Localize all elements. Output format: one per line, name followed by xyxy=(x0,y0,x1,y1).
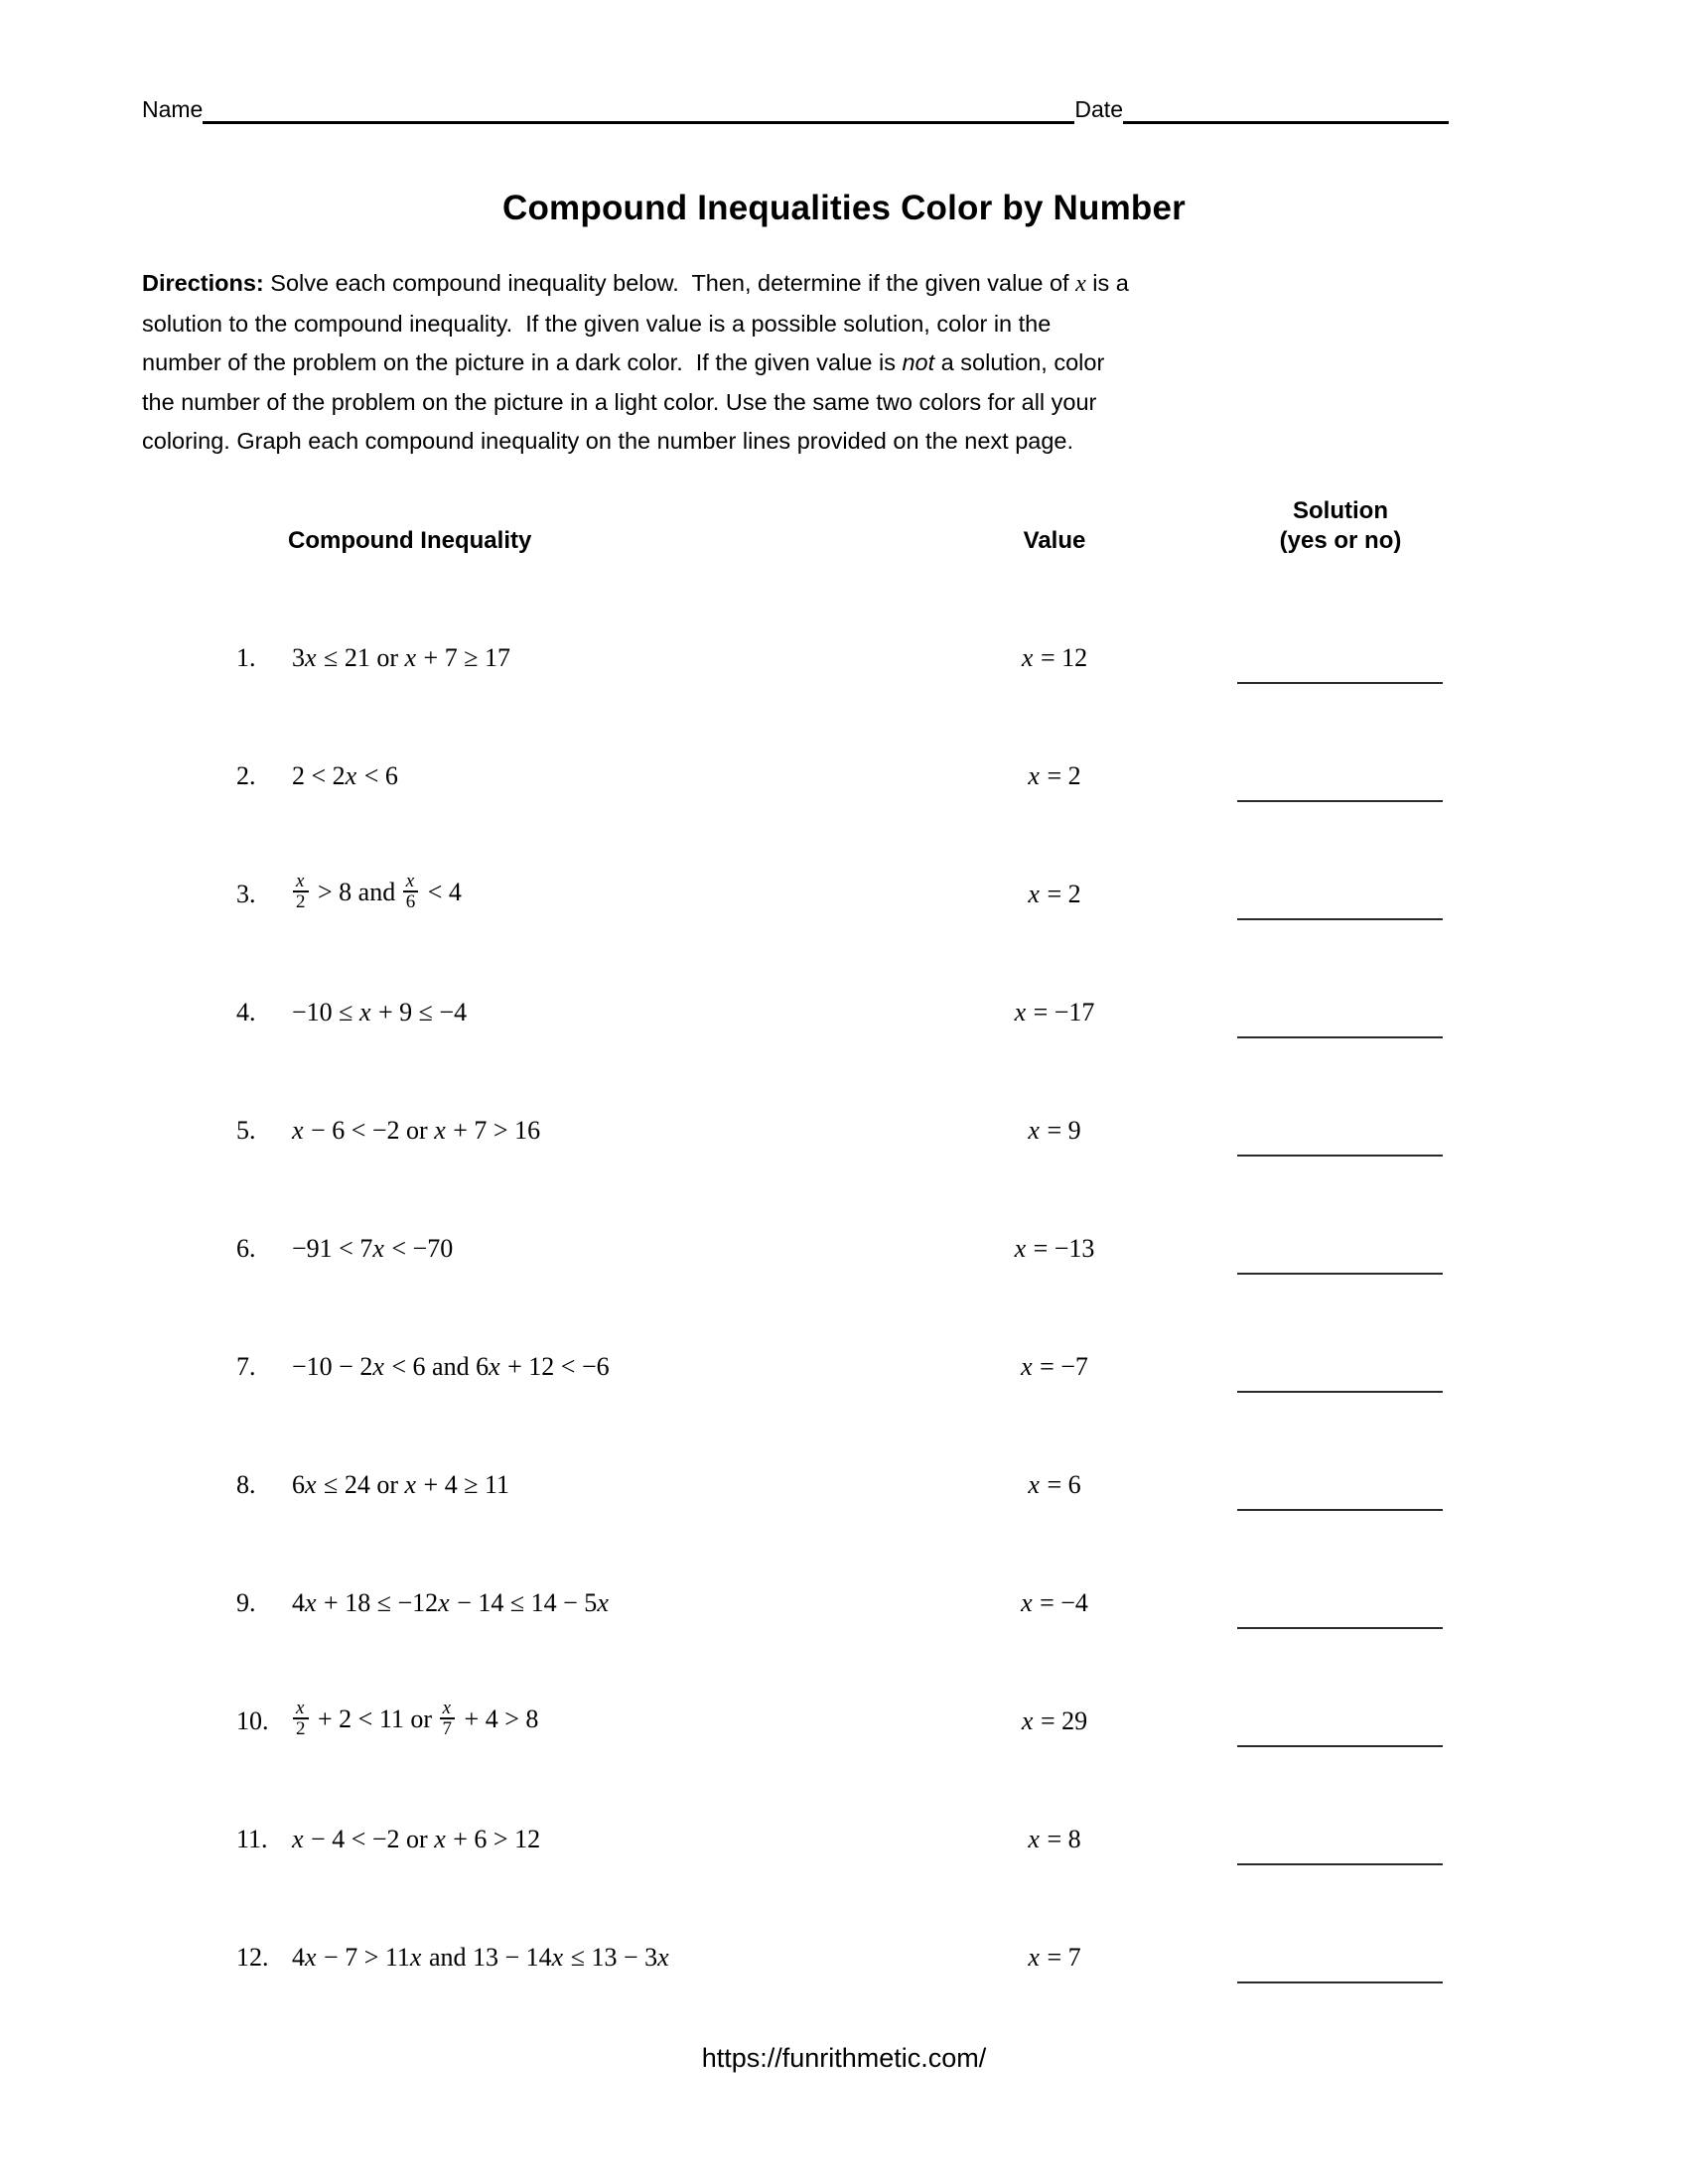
problem-inequality: $\frac{x}{2}$ + 2 < 11 or $\frac{x}{7}$ + 4 > 8 xyxy=(292,1699,538,1744)
problem-row xyxy=(142,835,1449,953)
problem-value: x = 7 xyxy=(1028,1942,1081,1972)
problem-value: x = 2 xyxy=(1028,760,1081,790)
problems-list xyxy=(142,599,1449,2016)
solution-blank-line xyxy=(1237,1981,1443,1983)
problem-value: x = −17 xyxy=(1014,997,1095,1026)
fraction: $\frac{x}{2}$ xyxy=(293,1699,309,1740)
name-blank-line xyxy=(203,91,1074,124)
solution-blank-line xyxy=(1237,1863,1443,1865)
problem-row xyxy=(142,1426,1449,1544)
fraction: $\frac{x}{6}$ xyxy=(403,872,419,913)
footer-url: https://funrithmetic.com/ xyxy=(701,2043,987,2073)
problem-value: x = 9 xyxy=(1028,1115,1081,1145)
problem-inequality: x − 4 < −2 or x + 6 > 12 xyxy=(292,1824,541,1853)
problem-inequality: −10 ≤ x + 9 ≤ −4 xyxy=(292,997,468,1026)
directions-line: number of the problem on the picture in a dark color. If the given value is not a solution, color xyxy=(142,349,1105,375)
problem-inequality: −10 − 2x < 6 and 6x + 12 < −6 xyxy=(292,1351,610,1381)
problem-value: x = 2 xyxy=(1028,879,1081,908)
problem-row xyxy=(142,1662,1449,1780)
problem-inequality: −91 < 7x < −70 xyxy=(292,1233,454,1263)
problem-inequality: 2 < 2x < 6 xyxy=(292,760,398,790)
problem-row xyxy=(142,1898,1449,2016)
date-blank-line xyxy=(1123,91,1449,124)
solution-blank-line xyxy=(1237,1745,1443,1747)
problem-number: 5. xyxy=(236,1115,256,1145)
directions-line: Directions: Solve each compound inequality below. Then, determine if the given value of x is a xyxy=(142,270,1129,297)
problem-row xyxy=(142,717,1449,835)
problem-inequality: 3x ≤ 21 or x + 7 ≥ 17 xyxy=(292,642,510,672)
problem-number: 2. xyxy=(236,760,256,790)
problem-number: 10. xyxy=(236,1706,269,1735)
problem-number: 9. xyxy=(236,1587,256,1617)
solution-blank-line xyxy=(1237,918,1443,920)
directions-line: the number of the problem on the picture in a light color. Use the same two colors for all your xyxy=(142,388,1097,415)
problem-number: 1. xyxy=(236,642,256,672)
directions-line: coloring. Graph each compound inequality on the number lines provided on the next page. xyxy=(142,428,1074,454)
problem-row xyxy=(142,953,1449,1071)
table-header xyxy=(142,473,1449,556)
problem-inequality: x − 6 < −2 or x + 7 > 16 xyxy=(292,1115,541,1145)
problem-number: 11. xyxy=(236,1824,268,1853)
solution-blank-line xyxy=(1237,1509,1443,1511)
problem-value: x = 29 xyxy=(1021,1706,1088,1735)
problem-row xyxy=(142,1189,1449,1307)
column-header-inequality: Compound Inequality xyxy=(288,527,532,554)
page-title: Compound Inequalities Color by Number xyxy=(502,189,1186,227)
problem-number: 7. xyxy=(236,1351,256,1381)
column-header-value: Value xyxy=(1023,527,1086,554)
problem-value: x = −13 xyxy=(1014,1233,1095,1263)
problem-value: x = −7 xyxy=(1021,1351,1088,1381)
problem-number: 8. xyxy=(236,1469,256,1499)
directions-line: solution to the compound inequality. If the given value is a possible solution, color in the xyxy=(142,310,1052,337)
fraction: $\frac{x}{7}$ xyxy=(440,1699,456,1740)
name-date-row xyxy=(142,91,1449,124)
column-header-solution xyxy=(1236,496,1445,556)
column-header-solution-line2: (yes or no) xyxy=(1279,527,1402,554)
problem-row xyxy=(142,1307,1449,1426)
solution-blank-line xyxy=(1237,682,1443,684)
problem-number: 6. xyxy=(236,1233,256,1263)
problem-inequality: $\frac{x}{2}$ > 8 and $\frac{x}{6}$ < 4 xyxy=(292,872,462,917)
problem-number: 3. xyxy=(236,879,256,908)
column-header-solution-line1: Solution xyxy=(1293,497,1388,524)
problem-inequality: 6x ≤ 24 or x + 4 ≥ 11 xyxy=(292,1469,509,1499)
problem-number: 12. xyxy=(236,1942,269,1972)
date-label: Date xyxy=(1074,96,1123,122)
problem-row xyxy=(142,1780,1449,1898)
solution-blank-line xyxy=(1237,1155,1443,1157)
solution-blank-line xyxy=(1237,1391,1443,1393)
name-label: Name xyxy=(142,96,204,122)
problem-row xyxy=(142,599,1449,717)
fraction: $\frac{x}{2}$ xyxy=(293,872,309,913)
problem-value: x = 8 xyxy=(1028,1824,1081,1853)
problem-inequality: 4x + 18 ≤ −12x − 14 ≤ 14 − 5x xyxy=(292,1587,609,1617)
problem-value: x = 6 xyxy=(1028,1469,1081,1499)
problem-value: x = −4 xyxy=(1021,1587,1088,1617)
problem-row xyxy=(142,1544,1449,1662)
solution-blank-line xyxy=(1237,1036,1443,1038)
solution-blank-line xyxy=(1237,1627,1443,1629)
problem-inequality: 4x − 7 > 11x and 13 − 14x ≤ 13 − 3x xyxy=(292,1942,669,1972)
problem-number: 4. xyxy=(236,997,256,1026)
solution-blank-line xyxy=(1237,1273,1443,1275)
solution-blank-line xyxy=(1237,800,1443,802)
problem-value: x = 12 xyxy=(1021,642,1088,672)
problem-row xyxy=(142,1071,1449,1189)
directions xyxy=(142,264,1129,462)
